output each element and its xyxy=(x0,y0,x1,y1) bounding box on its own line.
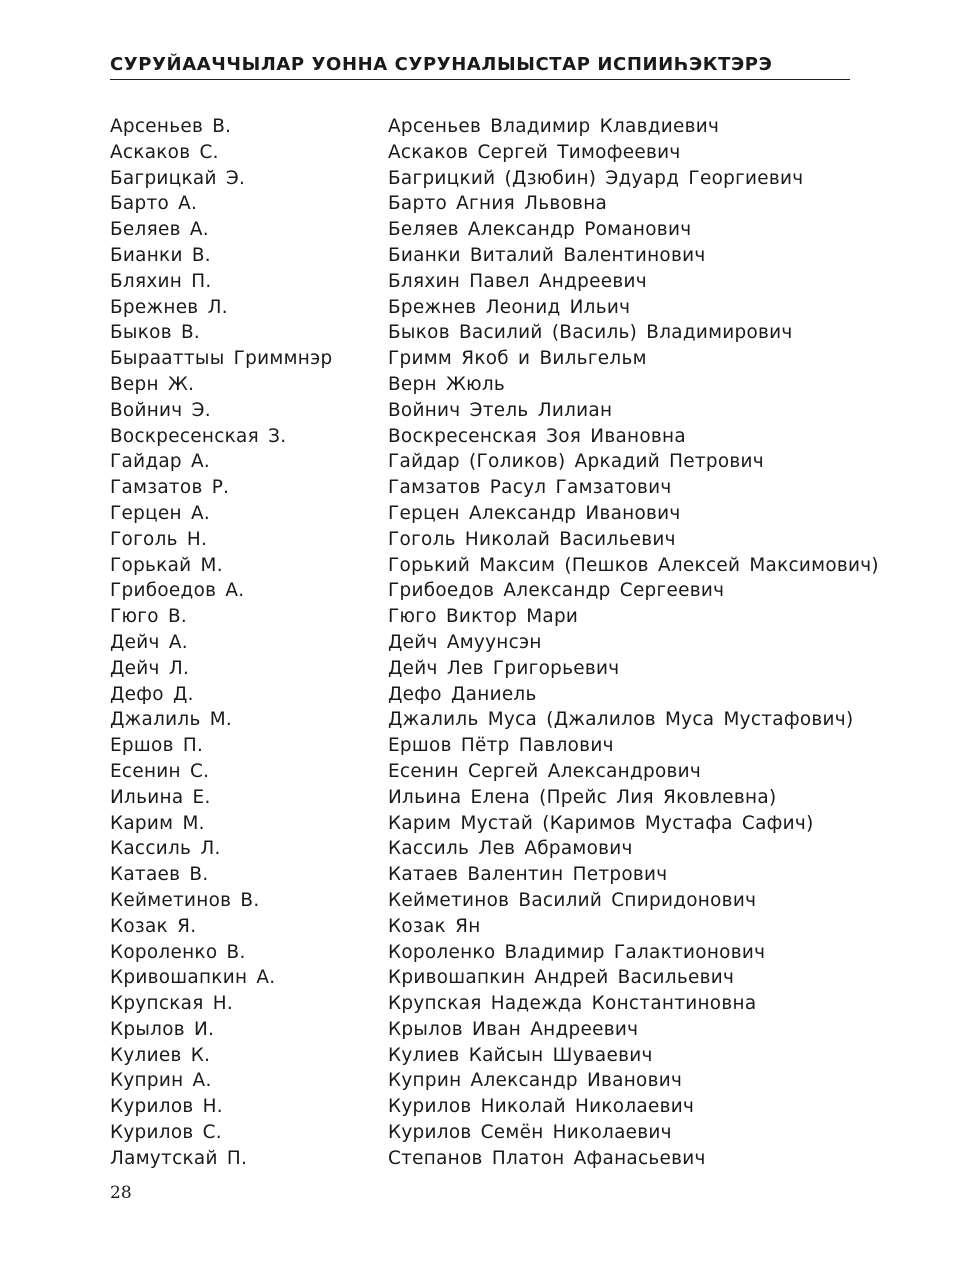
short-name: Арсеньев В. xyxy=(110,116,232,137)
full-name: Аскаков Сергей Тимофеевич xyxy=(388,141,681,163)
full-name: Верн Жюль xyxy=(388,373,506,395)
full-name: Гоголь Николай Васильевич xyxy=(388,528,676,550)
list-item xyxy=(110,682,855,708)
short-name: Аскаков С. xyxy=(110,141,219,163)
full-name: Карим Мустай (Каримов Мустафа Сафич) xyxy=(388,812,814,834)
short-name: Кривошапкин А. xyxy=(110,967,276,989)
short-name: Бляхин П. xyxy=(110,270,212,292)
list-item xyxy=(110,965,855,991)
list-item xyxy=(110,346,855,372)
short-name: Брежнев Л. xyxy=(110,296,228,318)
short-name: Джалиль М. xyxy=(110,709,233,731)
list-item xyxy=(110,1017,855,1043)
full-name: Войнич Этель Лилиан xyxy=(388,399,613,421)
short-name: Ламутскай П. xyxy=(110,1147,248,1169)
list-item xyxy=(110,1146,855,1172)
short-name: Крупская Н. xyxy=(110,993,234,1015)
short-name: Гайдар А. xyxy=(110,451,211,473)
list-item xyxy=(110,733,855,759)
full-name: Кейметинов Василий Спиридонович xyxy=(388,889,757,911)
full-name: Беляев Александр Романович xyxy=(388,219,692,241)
page-number: 28 xyxy=(110,1183,132,1203)
short-name: Беляев А. xyxy=(110,219,209,241)
list-item xyxy=(110,785,855,811)
list-item xyxy=(110,424,855,450)
short-name: Герцен А. xyxy=(110,502,211,524)
full-name: Бляхин Павел Андреевич xyxy=(388,270,647,292)
full-name: Кривошапкин Андрей Васильевич xyxy=(388,967,735,989)
full-name: Багрицкий (Дзюбин) Эдуард Георгиевич xyxy=(388,167,804,189)
short-name: Курилов Н. xyxy=(110,1096,223,1118)
list-item xyxy=(110,398,855,424)
full-name: Гюго Виктор Мари xyxy=(388,606,579,628)
author-name-list xyxy=(110,114,879,1172)
full-name: Барто Агния Львовна xyxy=(388,193,608,215)
list-item xyxy=(110,269,855,295)
list-item xyxy=(110,578,855,604)
list-item xyxy=(110,114,855,140)
list-item xyxy=(110,759,855,785)
short-name: Короленко В. xyxy=(110,941,246,963)
list-item xyxy=(110,527,855,553)
list-item xyxy=(110,888,855,914)
list-item xyxy=(110,1068,855,1094)
short-name: Есенин С. xyxy=(110,760,210,782)
short-name: Крылов И. xyxy=(110,1018,215,1040)
short-name: Верн Ж. xyxy=(110,373,195,395)
list-item xyxy=(110,553,879,579)
full-name: Ершов Пётр Павлович xyxy=(388,735,614,757)
full-name: Герцен Александр Иванович xyxy=(388,502,681,524)
list-item xyxy=(110,191,855,217)
full-name: Брежнев Леонид Ильич xyxy=(388,296,631,318)
full-name: Бианки Виталий Валентинович xyxy=(388,244,706,266)
list-item xyxy=(110,991,855,1017)
full-name: Гамзатов Расул Гамзатович xyxy=(388,477,672,499)
short-name: Кейметинов В. xyxy=(110,889,260,911)
list-item xyxy=(110,914,855,940)
full-name: Кассиль Лев Абрамович xyxy=(388,838,633,860)
list-item xyxy=(110,1094,855,1120)
short-name: Дейч А. xyxy=(110,631,188,653)
short-name: Козак Я. xyxy=(110,915,197,937)
list-item xyxy=(110,1043,855,1069)
list-item xyxy=(110,811,855,837)
list-item xyxy=(110,140,855,166)
list-item xyxy=(110,320,855,346)
list-item xyxy=(110,295,855,321)
list-item xyxy=(110,501,855,527)
full-name: Есенин Сергей Александрович xyxy=(388,760,702,782)
short-name: Горькай М. xyxy=(110,554,223,576)
short-name: Ильина Е. xyxy=(110,786,211,808)
list-item xyxy=(110,372,855,398)
short-name: Бырааттыы Гриммнэр xyxy=(110,348,333,370)
short-name: Быков В. xyxy=(110,322,201,344)
list-item xyxy=(110,604,855,630)
list-item xyxy=(110,862,855,888)
full-name: Гайдар (Голиков) Аркадий Петрович xyxy=(388,451,764,473)
list-item xyxy=(110,707,855,733)
short-name: Гоголь Н. xyxy=(110,528,208,550)
full-name: Дефо Даниель xyxy=(388,683,537,705)
list-item xyxy=(110,940,855,966)
full-name: Курилов Семён Николаевич xyxy=(388,1122,672,1144)
short-name: Катаев В. xyxy=(110,864,209,886)
full-name: Крупская Надежда Константиновна xyxy=(388,993,757,1015)
short-name: Бианки В. xyxy=(110,244,211,266)
short-name: Дефо Д. xyxy=(110,683,194,705)
short-name: Грибоедов А. xyxy=(110,580,245,602)
full-name: Козак Ян xyxy=(388,915,481,937)
list-item xyxy=(110,166,855,192)
header-divider xyxy=(110,79,850,80)
full-name: Куприн Александр Иванович xyxy=(388,1070,683,1092)
full-name: Арсеньев Владимир Клавдиевич xyxy=(388,116,720,137)
short-name: Воскресенская З. xyxy=(110,425,287,447)
short-name: Кассиль Л. xyxy=(110,838,221,860)
short-name: Кулиев К. xyxy=(110,1044,211,1066)
short-name: Куприн А. xyxy=(110,1070,212,1092)
full-name: Горький Максим (Пешков Алексей Максимович) xyxy=(388,554,879,576)
full-name: Дейч Лев Григорьевич xyxy=(388,657,620,679)
page-header-title: СУРУЙААЧЧЫЛАР УОННА СУРУНАЛЫЫСТАР ИСПИИҺЭКТЭРЭ xyxy=(110,54,773,75)
short-name: Дейч Л. xyxy=(110,657,190,679)
full-name: Катаев Валентин Петрович xyxy=(388,864,668,886)
short-name: Войнич Э. xyxy=(110,399,211,421)
full-name: Гримм Якоб и Вильгельм xyxy=(388,348,647,370)
full-name: Курилов Николай Николаевич xyxy=(388,1096,695,1118)
list-item xyxy=(110,630,855,656)
full-name: Крылов Иван Андреевич xyxy=(388,1018,639,1040)
full-name: Быков Василий (Василь) Владимирович xyxy=(388,322,793,344)
short-name: Багрицкай Э. xyxy=(110,167,246,189)
list-item xyxy=(110,1120,855,1146)
full-name: Джалиль Муса (Джалилов Муса Мустафович) xyxy=(388,709,854,731)
list-item xyxy=(110,449,855,475)
list-item xyxy=(110,475,855,501)
full-name: Короленко Владимир Галактионович xyxy=(388,941,766,963)
short-name: Ершов П. xyxy=(110,735,204,757)
short-name: Курилов С. xyxy=(110,1122,222,1144)
full-name: Воскресенская Зоя Ивановна xyxy=(388,425,686,447)
list-item xyxy=(110,243,855,269)
full-name: Степанов Платон Афанасьевич xyxy=(388,1147,706,1169)
full-name: Дейч Амуунсэн xyxy=(388,631,542,653)
short-name: Барто А. xyxy=(110,193,198,215)
full-name: Грибоедов Александр Сергеевич xyxy=(388,580,725,602)
short-name: Гамзатов Р. xyxy=(110,477,230,499)
full-name: Ильина Елена (Прейс Лия Яковлевна) xyxy=(388,786,777,808)
short-name: Гюго В. xyxy=(110,606,188,628)
list-item xyxy=(110,836,855,862)
list-item xyxy=(110,217,855,243)
full-name: Кулиев Кайсын Шуваевич xyxy=(388,1044,653,1066)
short-name: Карим М. xyxy=(110,812,205,834)
list-item xyxy=(110,656,855,682)
